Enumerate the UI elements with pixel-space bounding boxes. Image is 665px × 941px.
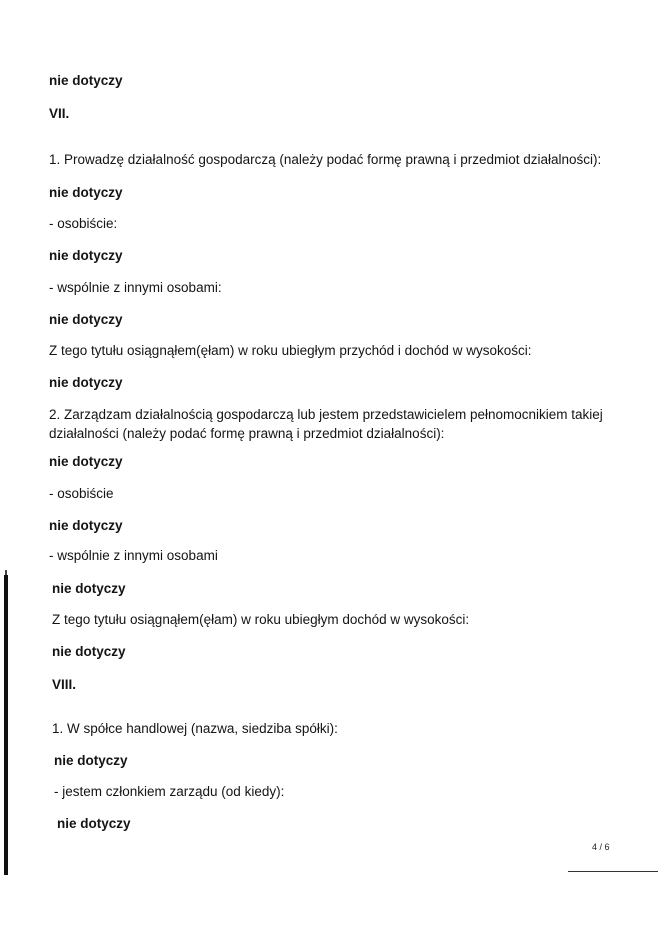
- footer-rule: [568, 871, 658, 872]
- section-heading-viii: VIII.: [52, 677, 77, 692]
- question-text: 1. Prowadzę działalność gospodarczą (należy podać formę prawną i przedmiot działalności):: [49, 152, 602, 167]
- answer-text: nie dotyczy: [54, 753, 128, 768]
- answer-text: nie dotyczy: [52, 644, 126, 659]
- answer-text: nie dotyczy: [49, 185, 123, 200]
- section-heading-vii: VII.: [49, 106, 70, 121]
- answer-text: nie dotyczy: [49, 248, 123, 263]
- question-text: - wspólnie z innymi osobami: [49, 548, 218, 563]
- question-text: 1. W spółce handlowej (nazwa, siedziba spółki):: [52, 721, 338, 736]
- question-text: Z tego tytułu osiągnąłem(ęłam) w roku ubiegłym dochód w wysokości:: [52, 612, 470, 627]
- answer-text: nie dotyczy: [57, 816, 131, 831]
- question-text: - jestem członkiem zarządu (od kiedy):: [54, 784, 285, 799]
- question-text: - osobiście:: [49, 216, 118, 231]
- page-number: 4 / 6: [592, 842, 610, 852]
- question-text: - wspólnie z innymi osobami:: [49, 280, 222, 295]
- answer-text: nie dotyczy: [49, 454, 123, 469]
- question-text: Z tego tytułu osiągnąłem(ęłam) w roku ubiegłym przychód i dochód w wysokości:: [49, 343, 532, 358]
- answer-text: nie dotyczy: [49, 312, 123, 327]
- answer-text: nie dotyczy: [52, 581, 126, 596]
- answer-text: nie dotyczy: [49, 73, 123, 88]
- answer-text: nie dotyczy: [49, 518, 123, 533]
- question-text: 2. Zarządzam działalnością gospodarczą lub jestem przedstawicielem pełnomocnikiem takiej działalności (należy podać formę prawną i przedmiot działalności):: [49, 407, 603, 441]
- answer-text: nie dotyczy: [49, 375, 123, 390]
- scan-edge-mark: [4, 575, 8, 875]
- question-text: - osobiście: [49, 486, 114, 501]
